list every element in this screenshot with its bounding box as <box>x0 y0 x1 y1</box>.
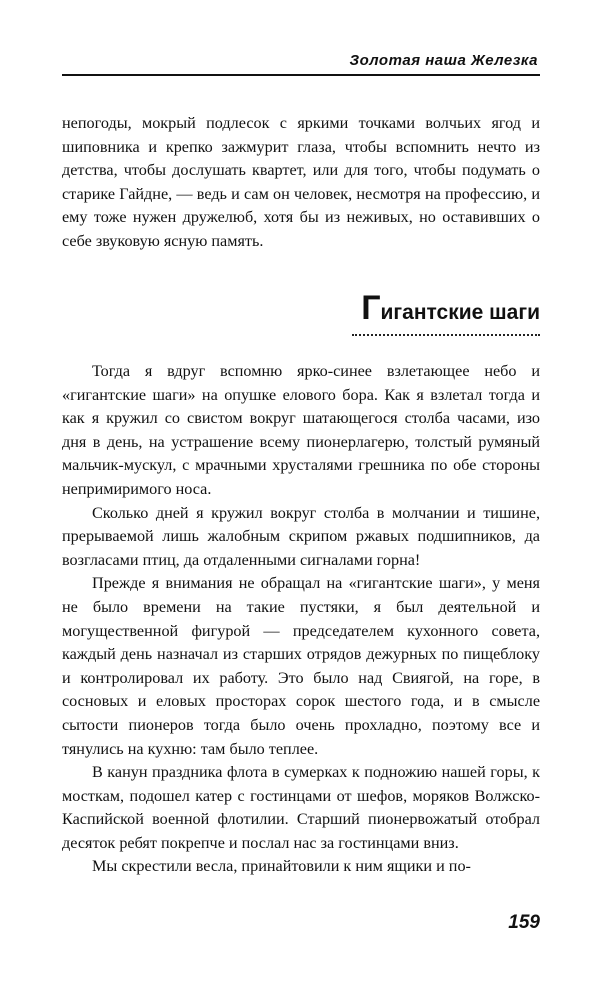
paragraph: Мы скрестили весла, принайтовили к ним ящики и по- <box>92 857 471 876</box>
paragraph: В канун праздника флота в сумерках к подножию нашей горы, к мосткам, подошел катер с гостинцами от шефов, моряков Волжско-Каспийской военной флотилии. Старший пионервожатый отобрал десяток ребят покрепче и послал нас за гостинцами вниз. <box>62 763 540 852</box>
page-number: 159 <box>508 912 540 933</box>
section-heading-underline <box>352 334 540 336</box>
section-text-block <box>62 360 540 879</box>
intro-paragraph: непогоды, мокрый подлесок с яркими точками волчьих ягод и шиповника и крепко зажмурит глаза, чтобы вспомнить нечто из детства, чтобы дослушать квартет, или для того, чтобы подумать о старике Гайдне, — ведь и сам он человек, несмотря на профессию, и ему тоже нужен дружелюб, хотя бы из неживых, но оставивших о себе звуковую ясную память. <box>62 114 540 250</box>
paragraph: Прежде я внимания не обращал на «гигантские шаги», у меня не было времени на такие пустяки, я был деятельной и могущественной фигурой — председателем кухонного совета, каждый день назначал из старших отрядов дежурных по пищеблоку и контролировал их работу. Это было над Свиягой, на горе, в сосновых и еловых просторах сорок шестого года, и в смысле сытости пионеров тогда было очень прохладно, поэтому все и тянулись на кухню: там было теплее. <box>62 574 540 758</box>
running-header-title: Золотая наша Железка <box>349 52 538 69</box>
section-heading-text: игантские шаги <box>380 301 540 324</box>
section-heading-initial: Г <box>361 289 381 327</box>
section-heading <box>361 288 540 332</box>
paragraph: Тогда я вдруг вспомню ярко-синее взлетающее небо и «гигантские шаги» на опушке елового бора. Как я взлетал тогда и как я кружил со свистом вокруг шатающегося столба часами, изо дня в день, на устрашение всему пионерлагерю, толстый румяный мальчик-мускул, с мрачными хрусталями грешника по обе стороны непримиримого носа. <box>62 362 540 498</box>
paragraph: Сколько дней я кружил вокруг столба в молчании и тишине, прерываемой лишь жалобным скрипом ржавых подшипников, да возгласами птиц, да отдаленными сигналами горна! <box>62 503 540 569</box>
intro-text-block <box>62 112 540 254</box>
running-header <box>62 52 540 76</box>
header-rule <box>62 74 540 76</box>
